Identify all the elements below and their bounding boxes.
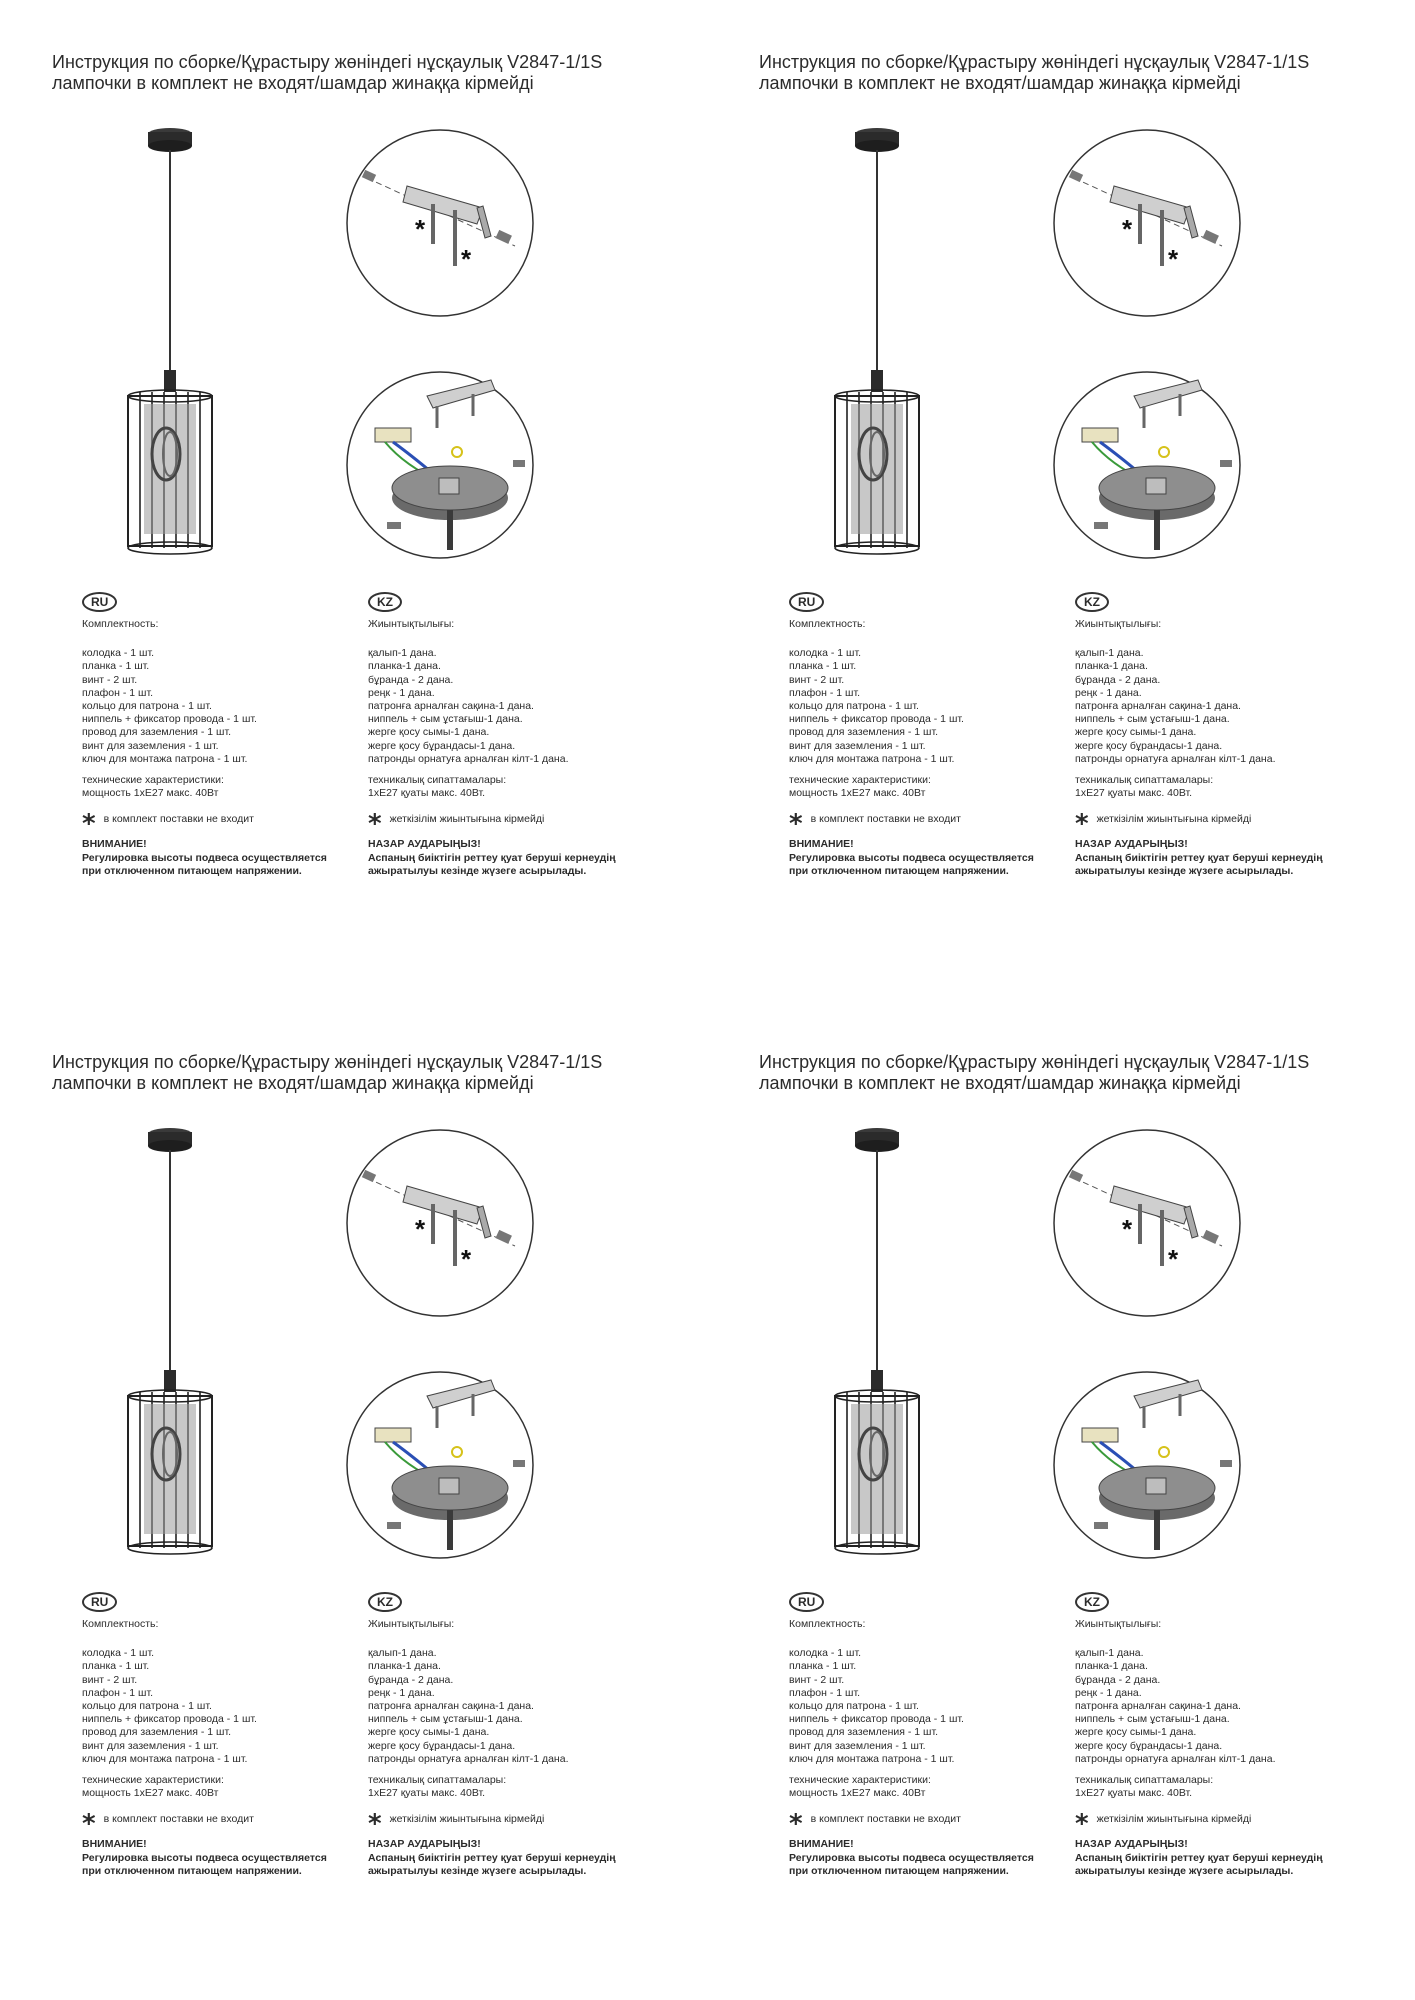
list-item: планка-1 дана. — [1075, 1660, 1148, 1673]
kz-tech — [368, 1774, 688, 1800]
kz-tech — [1075, 774, 1395, 800]
list-item: патронға арналған сақина-1 дана. — [1075, 1700, 1241, 1713]
star-icon: * — [368, 1809, 382, 1840]
list-item: винт - 2 шт. — [789, 1673, 845, 1686]
ru-section — [82, 592, 342, 878]
star-icon: * — [368, 809, 382, 840]
kz-note-text: жеткізілім жиынтығына кірмейді — [389, 812, 545, 825]
ru-warning-title: ВНИМАНИЕ! — [82, 1838, 147, 1851]
kz-section — [368, 592, 688, 878]
pendant-lamp-illustration — [118, 124, 238, 564]
list-item: кольцо для патрона - 1 шт. — [82, 1700, 212, 1713]
ru-note-text: в комплект поставки не входит — [103, 1812, 254, 1825]
list-item: қалып-1 дана. — [368, 1647, 437, 1660]
title-line-1: Инструкция по сборке/Құрастыру жөніндегі нұсқаулық V2847-1/1S — [52, 52, 603, 72]
ru-tech-label: технические характеристики: — [82, 1774, 224, 1787]
ru-section — [82, 1592, 342, 1878]
star-icon: * — [1122, 1214, 1133, 1244]
list-item: патронды орнатуға арналған кілт-1 дана. — [368, 752, 569, 765]
kz-warning-line-1: Аспаның биіктігін реттеу қуат беруші кернеудің — [1075, 1851, 1323, 1864]
list-item: ниппель + сым ұстағыш-1 дана. — [1075, 1713, 1230, 1726]
ru-badge: RU — [82, 592, 117, 612]
kz-note — [1075, 809, 1395, 840]
kz-section — [368, 1592, 688, 1878]
title-line-1: Инструкция по сборке/Құрастыру жөніндегі нұсқаулық V2847-1/1S — [759, 52, 1310, 72]
kz-badge: KZ — [368, 592, 402, 612]
ru-warning-line-1: Регулировка высоты подвеса осуществляется — [789, 1851, 1034, 1864]
kz-warning-title: НАЗАР АУДАРЫҢЫЗ! — [368, 1838, 481, 1851]
ru-warning-title: ВНИМАНИЕ! — [789, 1838, 854, 1851]
ru-tech-value: мощность 1хЕ27 макс. 40Вт — [82, 787, 219, 800]
star-icon: * — [415, 214, 426, 244]
ru-tech-value: мощность 1хЕ27 макс. 40Вт — [789, 787, 926, 800]
list-item: кольцо для патрона - 1 шт. — [789, 1700, 919, 1713]
kz-tech — [368, 774, 688, 800]
pendant-lamp-illustration — [825, 1124, 945, 1564]
kz-badge: KZ — [1075, 1592, 1109, 1612]
list-item: планка - 1 шт. — [82, 660, 150, 673]
kz-section — [1075, 1592, 1395, 1878]
list-item: патронды орнатуға арналған кілт-1 дана. — [1075, 1752, 1276, 1765]
kz-warning — [1075, 1838, 1395, 1878]
ru-tech-label: технические характеристики: — [82, 774, 224, 787]
list-item: колодка - 1 шт. — [789, 1647, 862, 1660]
list-item: плафон - 1 шт. — [789, 686, 861, 699]
list-item: ниппель + сым ұстағыш-1 дана. — [368, 1713, 523, 1726]
ru-tech — [789, 774, 1049, 800]
kz-note — [368, 1809, 688, 1840]
kz-tech-label: техникалық сипаттамалары: — [368, 1774, 507, 1787]
ru-warning-line-2: при отключенном питающем напряжении. — [82, 1864, 302, 1877]
kz-heading: Жиынтықтылығы: — [1075, 1618, 1162, 1630]
ru-badge: RU — [82, 1592, 117, 1612]
kz-tech-value: 1хЕ27 қуаты макс. 40Вт. — [1075, 787, 1193, 800]
list-item: винт для заземления - 1 шт. — [789, 1739, 926, 1752]
list-item: патронға арналған сақина-1 дана. — [368, 700, 534, 713]
ru-heading: Комплектность: — [82, 1618, 159, 1630]
list-item: винт для заземления - 1 шт. — [789, 739, 926, 752]
star-icon: * — [789, 809, 803, 840]
list-item: ключ для монтажа патрона - 1 шт. — [789, 752, 955, 765]
kz-badge: KZ — [1075, 592, 1109, 612]
sheet-title — [759, 52, 1309, 94]
list-item: жерге қосу сымы-1 дана. — [1075, 726, 1197, 739]
ru-badge: RU — [789, 592, 824, 612]
kz-warning-title: НАЗАР АУДАРЫҢЫЗ! — [1075, 838, 1188, 851]
list-item: реңк - 1 дана. — [368, 1686, 435, 1699]
list-item: реңк - 1 дана. — [1075, 1686, 1142, 1699]
star-icon: * — [415, 1214, 426, 1244]
kz-tech-label: техникалық сипаттамалары: — [1075, 774, 1214, 787]
ru-heading: Комплектность: — [82, 618, 159, 630]
list-item: ключ для монтажа патрона - 1 шт. — [82, 752, 248, 765]
kz-warning-line-1: Аспаның биіктігін реттеу қуат беруші кернеудің — [1075, 851, 1323, 864]
star-icon: * — [1168, 1244, 1179, 1274]
star-icon: * — [461, 1244, 472, 1274]
list-item: винт - 2 шт. — [82, 1673, 138, 1686]
instruction-sheet-1 — [0, 0, 700, 1000]
kz-note — [1075, 1809, 1395, 1840]
ru-heading: Комплектность: — [789, 618, 866, 630]
ru-items-list — [82, 647, 342, 766]
sheet-title — [52, 52, 602, 94]
star-icon: * — [789, 1809, 803, 1840]
list-item: бұранда - 2 дана. — [1075, 673, 1161, 686]
kz-warning-line-1: Аспаның биіктігін реттеу қуат беруші кернеудің — [368, 851, 616, 864]
ru-warning — [789, 838, 1049, 878]
list-item: плафон - 1 шт. — [82, 686, 154, 699]
mounting-bracket-diagram — [345, 1128, 535, 1318]
instruction-sheet-4 — [707, 1000, 1407, 2000]
kz-items-list — [1075, 1647, 1395, 1766]
kz-tech-value: 1хЕ27 қуаты макс. 40Вт. — [368, 1787, 486, 1800]
list-item: жерге қосу сымы-1 дана. — [1075, 1726, 1197, 1739]
ru-warning-line-2: при отключенном питающем напряжении. — [789, 864, 1009, 877]
list-item: ниппель + фиксатор провода - 1 шт. — [82, 713, 257, 726]
list-item: винт - 2 шт. — [789, 673, 845, 686]
kz-tech — [1075, 1774, 1395, 1800]
kz-warning — [368, 1838, 688, 1878]
list-item: плафон - 1 шт. — [82, 1686, 154, 1699]
ru-badge: RU — [789, 1592, 824, 1612]
ru-warning — [82, 1838, 342, 1878]
mounting-bracket-diagram — [345, 128, 535, 318]
kz-warning-line-2: ажыратылуы кезінде жүзеге асырылады. — [1075, 1864, 1294, 1877]
kz-warning — [368, 838, 688, 878]
ru-heading: Комплектность: — [789, 1618, 866, 1630]
ru-tech-value: мощность 1хЕ27 макс. 40Вт — [789, 1787, 926, 1800]
list-item: қалып-1 дана. — [368, 647, 437, 660]
ceiling-canopy-wiring-diagram — [1052, 1370, 1242, 1560]
kz-note — [368, 809, 688, 840]
list-item: жерге қосу бұрандасы-1 дана. — [1075, 1739, 1223, 1752]
title-line-2: лампочки в комплект не входят/шамдар жинаққа кірмейді — [52, 73, 534, 93]
list-item: винт - 2 шт. — [82, 673, 138, 686]
ru-warning-title: ВНИМАНИЕ! — [82, 838, 147, 851]
list-item: планка - 1 шт. — [789, 1660, 857, 1673]
list-item: ключ для монтажа патрона - 1 шт. — [789, 1752, 955, 1765]
ru-warning-line-1: Регулировка высоты подвеса осуществляется — [789, 851, 1034, 864]
kz-badge: KZ — [368, 1592, 402, 1612]
ru-warning-line-1: Регулировка высоты подвеса осуществляется — [82, 1851, 327, 1864]
ru-note — [82, 809, 342, 840]
list-item: провод для заземления - 1 шт. — [789, 726, 939, 739]
list-item: винт для заземления - 1 шт. — [82, 739, 219, 752]
kz-heading: Жиынтықтылығы: — [368, 618, 455, 630]
kz-tech-value: 1хЕ27 қуаты макс. 40Вт. — [1075, 1787, 1193, 1800]
ceiling-canopy-wiring-diagram — [345, 1370, 535, 1560]
ru-warning-line-2: при отключенном питающем напряжении. — [82, 864, 302, 877]
ru-note-text: в комплект поставки не входит — [810, 1812, 961, 1825]
title-line-2: лампочки в комплект не входят/шамдар жинаққа кірмейді — [52, 1073, 534, 1093]
ru-note — [789, 1809, 1049, 1840]
list-item: кольцо для патрона - 1 шт. — [82, 700, 212, 713]
list-item: ниппель + сым ұстағыш-1 дана. — [1075, 713, 1230, 726]
kz-warning-line-2: ажыратылуы кезінде жүзеге асырылады. — [368, 864, 587, 877]
star-icon: * — [1075, 1809, 1089, 1840]
ru-tech — [789, 1774, 1049, 1800]
list-item: колодка - 1 шт. — [82, 647, 155, 660]
kz-tech-label: техникалық сипаттамалары: — [1075, 1774, 1214, 1787]
star-icon: * — [1122, 214, 1133, 244]
list-item: реңк - 1 дана. — [368, 686, 435, 699]
ru-section — [789, 592, 1049, 878]
list-item: планка-1 дана. — [368, 1660, 441, 1673]
sheet-title — [759, 1052, 1309, 1094]
ru-warning — [789, 1838, 1049, 1878]
ru-warning-line-1: Регулировка высоты подвеса осуществляется — [82, 851, 327, 864]
list-item: патронға арналған сақина-1 дана. — [368, 1700, 534, 1713]
kz-warning — [1075, 838, 1395, 878]
list-item: ключ для монтажа патрона - 1 шт. — [82, 1752, 248, 1765]
star-icon: * — [461, 244, 472, 274]
kz-items-list — [368, 647, 688, 766]
ru-items-list — [789, 1647, 1049, 1766]
mounting-bracket-diagram — [1052, 1128, 1242, 1318]
list-item: жерге қосу бұрандасы-1 дана. — [368, 739, 516, 752]
list-item: жерге қосу бұрандасы-1 дана. — [368, 1739, 516, 1752]
kz-tech-value: 1хЕ27 қуаты макс. 40Вт. — [368, 787, 486, 800]
list-item: планка - 1 шт. — [789, 660, 857, 673]
ru-tech — [82, 1774, 342, 1800]
list-item: колодка - 1 шт. — [789, 647, 862, 660]
star-icon: * — [82, 1809, 96, 1840]
ru-warning-title: ВНИМАНИЕ! — [789, 838, 854, 851]
list-item: жерге қосу бұрандасы-1 дана. — [1075, 739, 1223, 752]
ru-warning — [82, 838, 342, 878]
kz-warning-line-2: ажыратылуы кезінде жүзеге асырылады. — [1075, 864, 1294, 877]
kz-warning-line-1: Аспаның биіктігін реттеу қуат беруші кернеудің — [368, 1851, 616, 1864]
kz-section — [1075, 592, 1395, 878]
ru-warning-line-2: при отключенном питающем напряжении. — [789, 1864, 1009, 1877]
ceiling-canopy-wiring-diagram — [345, 370, 535, 560]
mounting-bracket-diagram — [1052, 128, 1242, 318]
ru-note-text: в комплект поставки не входит — [103, 812, 254, 825]
ru-items-list — [789, 647, 1049, 766]
list-item: кольцо для патрона - 1 шт. — [789, 700, 919, 713]
list-item: плафон - 1 шт. — [789, 1686, 861, 1699]
kz-note-text: жеткізілім жиынтығына кірмейді — [1096, 1812, 1252, 1825]
list-item: қалып-1 дана. — [1075, 647, 1144, 660]
title-line-2: лампочки в комплект не входят/шамдар жинаққа кірмейді — [759, 1073, 1241, 1093]
list-item: патронды орнатуға арналған кілт-1 дана. — [1075, 752, 1276, 765]
kz-warning-line-2: ажыратылуы кезінде жүзеге асырылады. — [368, 1864, 587, 1877]
list-item: реңк - 1 дана. — [1075, 686, 1142, 699]
ru-tech-value: мощность 1хЕ27 макс. 40Вт — [82, 1787, 219, 1800]
list-item: провод для заземления - 1 шт. — [82, 726, 232, 739]
ru-note — [82, 1809, 342, 1840]
instruction-sheet-2 — [707, 0, 1407, 1000]
title-line-1: Инструкция по сборке/Құрастыру жөніндегі нұсқаулық V2847-1/1S — [759, 1052, 1310, 1072]
pendant-lamp-illustration — [825, 124, 945, 564]
pendant-lamp-illustration — [118, 1124, 238, 1564]
list-item: планка-1 дана. — [368, 660, 441, 673]
ru-section — [789, 1592, 1049, 1878]
list-item: провод для заземления - 1 шт. — [82, 1726, 232, 1739]
list-item: қалып-1 дана. — [1075, 1647, 1144, 1660]
ru-note — [789, 809, 1049, 840]
kz-warning-title: НАЗАР АУДАРЫҢЫЗ! — [368, 838, 481, 851]
ru-note-text: в комплект поставки не входит — [810, 812, 961, 825]
list-item: планка-1 дана. — [1075, 660, 1148, 673]
kz-warning-title: НАЗАР АУДАРЫҢЫЗ! — [1075, 1838, 1188, 1851]
list-item: бұранда - 2 дана. — [368, 1673, 454, 1686]
kz-note-text: жеткізілім жиынтығына кірмейді — [389, 1812, 545, 1825]
list-item: ниппель + фиксатор провода - 1 шт. — [82, 1713, 257, 1726]
list-item: жерге қосу сымы-1 дана. — [368, 726, 490, 739]
list-item: ниппель + фиксатор провода - 1 шт. — [789, 713, 964, 726]
list-item: патронды орнатуға арналған кілт-1 дана. — [368, 1752, 569, 1765]
kz-items-list — [368, 1647, 688, 1766]
ru-tech — [82, 774, 342, 800]
star-icon: * — [1075, 809, 1089, 840]
list-item: бұранда - 2 дана. — [1075, 1673, 1161, 1686]
instruction-sheet-3 — [0, 1000, 700, 2000]
list-item: провод для заземления - 1 шт. — [789, 1726, 939, 1739]
list-item: ниппель + фиксатор провода - 1 шт. — [789, 1713, 964, 1726]
list-item: бұранда - 2 дана. — [368, 673, 454, 686]
list-item: жерге қосу сымы-1 дана. — [368, 1726, 490, 1739]
kz-heading: Жиынтықтылығы: — [368, 1618, 455, 1630]
kz-note-text: жеткізілім жиынтығына кірмейді — [1096, 812, 1252, 825]
ru-tech-label: технические характеристики: — [789, 1774, 931, 1787]
kz-items-list — [1075, 647, 1395, 766]
list-item: ниппель + сым ұстағыш-1 дана. — [368, 713, 523, 726]
title-line-2: лампочки в комплект не входят/шамдар жинаққа кірмейді — [759, 73, 1241, 93]
title-line-1: Инструкция по сборке/Құрастыру жөніндегі нұсқаулық V2847-1/1S — [52, 1052, 603, 1072]
list-item: планка - 1 шт. — [82, 1660, 150, 1673]
kz-heading: Жиынтықтылығы: — [1075, 618, 1162, 630]
ru-tech-label: технические характеристики: — [789, 774, 931, 787]
list-item: патронға арналған сақина-1 дана. — [1075, 700, 1241, 713]
star-icon: * — [82, 809, 96, 840]
sheet-title — [52, 1052, 602, 1094]
list-item: колодка - 1 шт. — [82, 1647, 155, 1660]
list-item: винт для заземления - 1 шт. — [82, 1739, 219, 1752]
star-icon: * — [1168, 244, 1179, 274]
kz-tech-label: техникалық сипаттамалары: — [368, 774, 507, 787]
ru-items-list — [82, 1647, 342, 1766]
ceiling-canopy-wiring-diagram — [1052, 370, 1242, 560]
